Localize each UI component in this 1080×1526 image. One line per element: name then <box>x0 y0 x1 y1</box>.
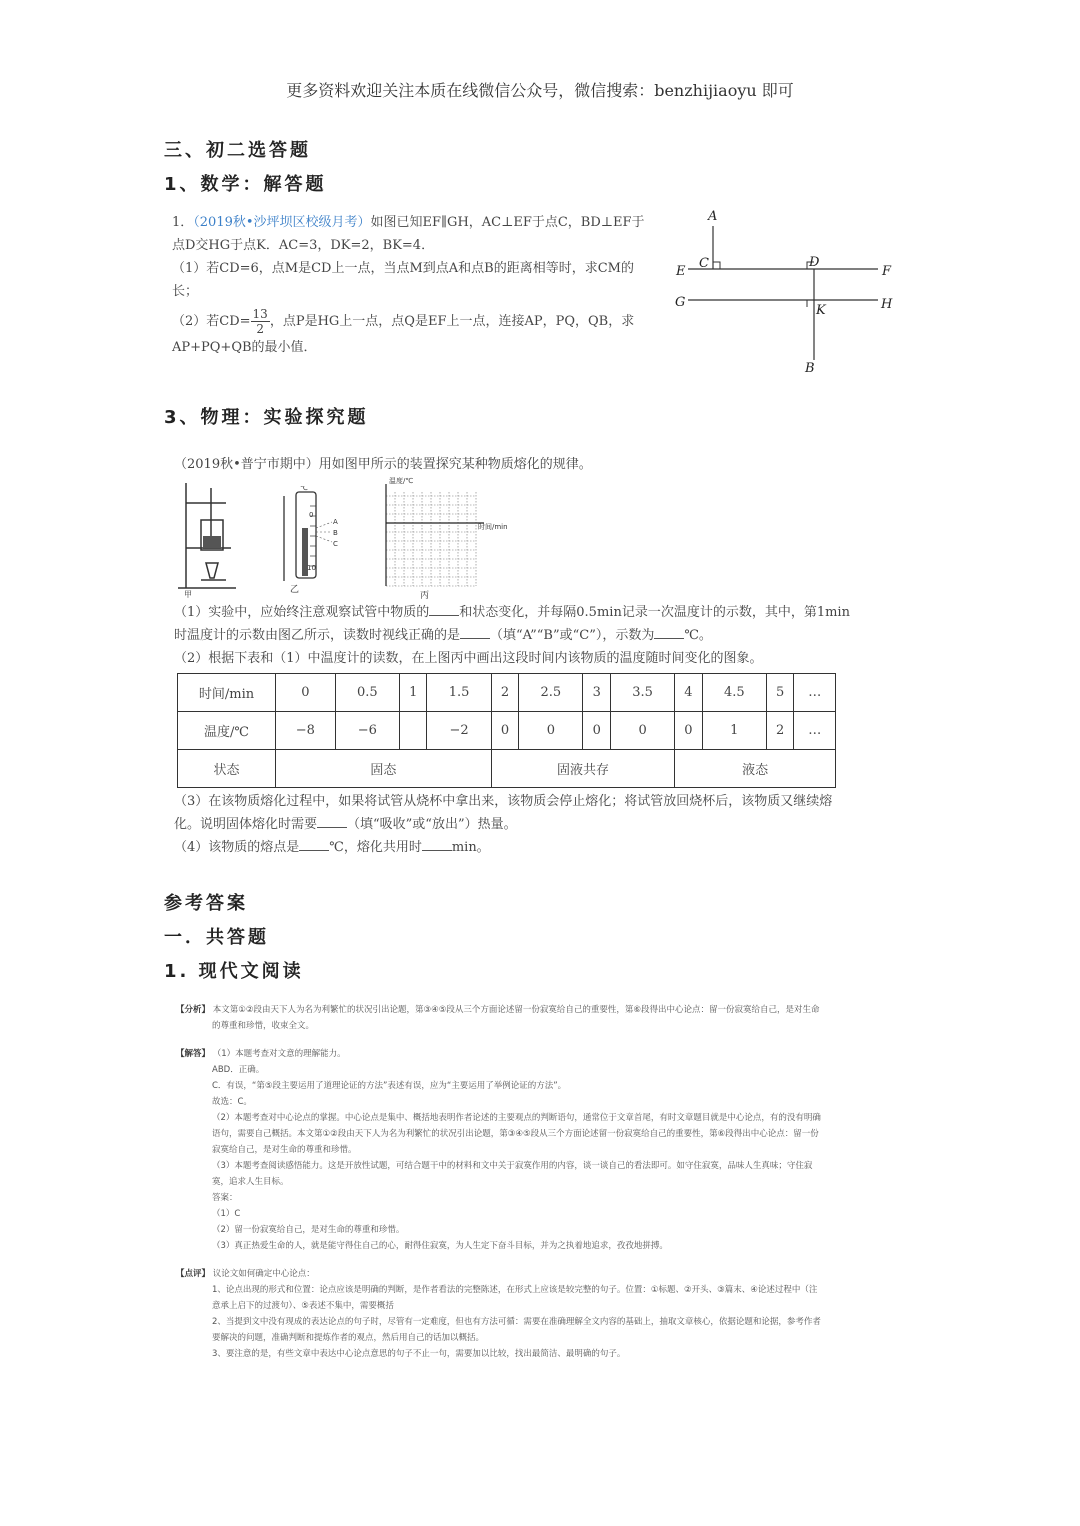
geometry-figure <box>668 200 908 385</box>
answer-block: 【分析】 本文第①②段由天下人为名为利繁忙的状况引出论题，第③④⑤段从三个方面论述留一份寂寞给自己的重要性，第⑥段得出中心论点：留一份寂寞给自己，是对生命 的尊重和珍惜，收束全文。 【解答】 （1）本题考查对文意的理解能力。 ABD．正确。 C．有误，“第⑤段主要运用了道理论证的方法”表述有误，应为“主要运用了举例论证的方法”。 故选：C。 （2）本题考查对中心论点的掌握。中心论点是集中、概括地表明作者论述的主要观点的判断语句，通常位于文章首尾，有时文章题目就是中心论点，有的没有明确 语句，需要自己概括。本文第①②段由天下人为名为利繁忙的状况引出论题，第③④⑤段从三个方面论述留一份寂寞给自己的重要性，第⑥段得出中心论点：留一份 寂寞给自己，是对生命的尊重和珍惜。 （3）本题考查阅读感悟能力。这是开放性试题，可结合题干中的材料和文中关于寂寞作用的内容，谈一谈自己的看法即可。如守住寂寞，品味人生真味；守住寂 寞，追求人生目标。 答案： （1）C （2）留一份寂寞给自己，是对生命的尊重和珍惜。 （3）真正热爱生命的人，就是能守得住自己的心，耐得住寂寞，为人生定下奋斗目标，并为之执着地追求，孜孜地拼搏。 【点评】 议论文如何确定中心论点： 1、论点出现的形式和位置：论点应该是明确的判断，是作者看法的完整陈述，在形式上应该是较完整的句子。位置：①标题、②开头、③篇末、④论述过程中（注 意承上启下的过渡句）、⑤表述不集中，需要概括 2、当提到文中没有现成的表达论点的句子时，尽管有一定难度，但也有方法可循：需要在准确理解全文内容的基础上，抽取文章核心，依据论题和论据，参考作者 要解决的问题，准确判断和提炼作者的观点，然后用自己的话加以概括。 3、要注意的是，有些文章中表达中心论点意思的句子不止一句，需要加以比较，找出最简洁、最明确的句子。 <box>176 1005 821 1359</box>
physics-q2: （2）根据下表和（1）中温度计的读数，在上图丙中画出这段时间内该物质的温度随时间变化的图象。 <box>174 651 763 666</box>
label-bing: 丙 <box>420 591 430 600</box>
question-part-2-cont: AP+PQ+QB的最小值． <box>172 340 317 355</box>
table-row: 时间/min 0 0.5 1 1.5 2 2.5 3 3.5 4 4.5 5 … <box>178 674 836 712</box>
answer-blank[interactable] <box>429 603 459 616</box>
table-row-header: 时间/min <box>178 674 276 712</box>
table-blank-cell[interactable] <box>400 712 427 750</box>
reference-subheading: 1. 现代文阅读 <box>164 961 304 982</box>
label-jia: 甲 <box>184 590 192 598</box>
temperature-time-grid <box>372 474 522 600</box>
table-row-header: 状态 <box>178 750 276 788</box>
y-axis-label: 温度/℃ <box>389 477 414 485</box>
question-part-1-cont: 长； <box>172 284 199 299</box>
point-label-b: B <box>805 361 815 376</box>
reference-heading: 参考答案 <box>164 893 248 914</box>
question-source-tag: （2019秋•沙坪坝区校级月考） <box>193 215 371 230</box>
question-part-1: （1）若CD=6，点M是CD上一点，当点M到点A和点B的距离相等时，求CM的 <box>172 261 634 276</box>
label-yi: 乙 <box>290 585 300 595</box>
therm-scale-0: 0 <box>309 511 314 519</box>
physics-intro: （2019秋•普宁市期中）用如图甲所示的装置探究某种物质熔化的规律。 <box>174 457 592 472</box>
table-row: 状态 固态 固液共存 液态 <box>178 750 836 788</box>
question-number: 1． <box>172 215 194 230</box>
sight-label-a: A <box>333 518 338 526</box>
answer-blank[interactable] <box>460 626 490 639</box>
sight-label-b: B <box>333 529 338 537</box>
point-label-d: D <box>809 255 820 270</box>
point-label-g: G <box>675 295 686 310</box>
point-label-a: A <box>708 209 718 224</box>
point-label-h: H <box>881 297 893 312</box>
math-question <box>172 211 672 359</box>
section-title: 三、初二选答题 <box>164 140 311 161</box>
analysis-label: 【分析】 <box>176 1005 211 1015</box>
question-text: 如图已知EF∥GH，AC⊥EF于点C，BD⊥EF于 <box>370 215 645 230</box>
therm-unit-label: ℃ <box>300 486 308 492</box>
x-axis-label: 时间/min <box>478 523 508 531</box>
physics-q3-q4: （3）在该物质熔化过程中，如果将试管从烧杯中拿出来，该物质会停止熔化；将试管放回烧杯后，该物质又继续熔 化。说明固体熔化时需要 （填“吸收”或“放出”）热量。 （4）该物质的熔点是 ℃，熔化共用时 min。 <box>174 794 833 855</box>
question-part-2: （2）若CD= $\frac{13}{2}$，点P是HG上一点，点Q是EF上一点，连接AP，PQ，QB，求 <box>172 307 635 336</box>
therm-scale-10: 10 <box>307 564 316 572</box>
math-heading: 1、数学：解答题 <box>164 174 327 195</box>
apparatus-figure <box>176 478 246 598</box>
answer-blank[interactable] <box>654 626 684 639</box>
promo-banner: 更多资料欢迎关注本质在线微信公众号，微信搜索：benzhijiaoyu 即可 <box>286 81 794 100</box>
question-text: 点D交HG于点K．AC=3，DK=2，BK=4． <box>172 238 435 253</box>
point-label-f: F <box>882 264 892 279</box>
sight-label-c: C <box>333 540 338 548</box>
reference-subheading: 一．共答题 <box>164 927 269 948</box>
point-label-c: C <box>699 256 709 271</box>
point-label-e: E <box>676 264 686 279</box>
answer-blank[interactable] <box>299 838 329 851</box>
comment-label: 【点评】 <box>176 1269 211 1279</box>
answer-blank[interactable] <box>422 838 452 851</box>
fraction: $\frac{13}{2}$ <box>252 307 268 336</box>
table-row-header: 温度/℃ <box>178 712 276 750</box>
thermometer-figure <box>270 486 350 596</box>
point-label-k: K <box>816 303 826 318</box>
table-row: 温度/℃ −8 −6 −2 0 0 0 0 0 1 2 … <box>178 712 836 750</box>
answer-blank[interactable] <box>317 815 347 828</box>
data-table <box>177 673 836 788</box>
solution-label: 【解答】 <box>176 1049 211 1059</box>
physics-q1: （1）实验中，应始终注意观察试管中物质的 和状态变化，并每隔0.5min记录一次温度计的示数，其中，第1min 时温度计的示数由图乙所示，读数时视线正确的是 （填“A”“B”或“C”），示数为 ℃。 （2）根据下表和（1）中温度计的读数，在上图丙中画出这段时间内该物质的温度随时间变化的图象。 <box>174 601 904 670</box>
physics-heading: 3、物理：实验探究题 <box>164 407 369 428</box>
